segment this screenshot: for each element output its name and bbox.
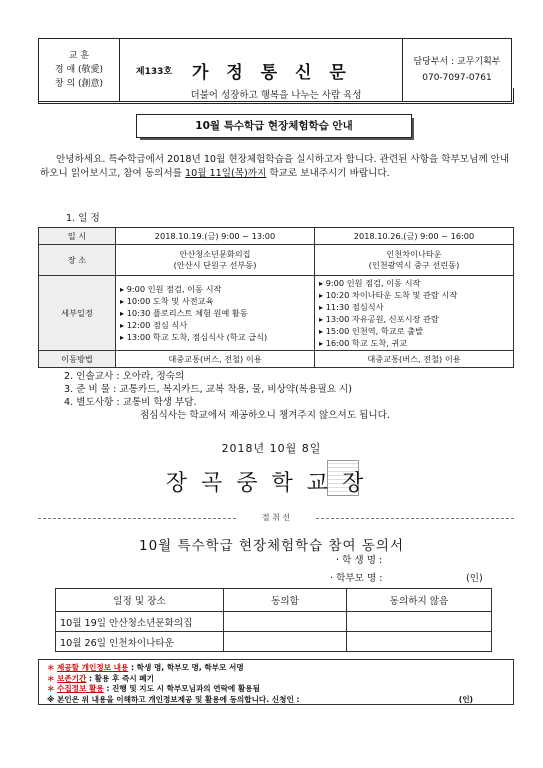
place-a	[116, 245, 315, 276]
intro-paragraph	[40, 153, 510, 181]
list-item: ▸ 16:00 학교 도착, 귀교	[319, 337, 509, 349]
student-name-label: · 학 생 명 :	[336, 555, 383, 566]
dashed-line	[38, 518, 236, 519]
col-header: 일정 및 장소	[56, 589, 224, 612]
info-items	[64, 370, 390, 422]
issue-date: 2018년 10월 8일	[221, 442, 322, 455]
place-b-name: 인천차이나타운	[386, 249, 442, 259]
list-item: ▸ 10:20 차이나타운 도착 및 관람 시작	[319, 289, 509, 301]
notice-title: 10월 특수학급 현장체험학습 안내	[136, 114, 412, 138]
list-item: ▸ 13:00 자유공원, 신포시장 관람	[319, 313, 509, 325]
table-row	[39, 276, 514, 351]
date-a: 2018.10.19.(금) 9:00 ~ 13:00	[116, 228, 315, 245]
intro-text-a: 안녕하세요. 특수학급에서 2018년 10월 현장체험학습을 실시하고자 합니다. 관련된 사항을 학부모님께 안내하오니 읽어보시고, 참여 동의서를	[40, 154, 510, 179]
row-label: 장 소	[39, 245, 116, 276]
newsletter-title: 가 정 통 신 문	[192, 62, 352, 83]
list-item: ▸ 9:00 인원 점검, 이동 시작	[120, 283, 310, 295]
privacy-line-1	[47, 663, 505, 674]
list-item: ▸ 15:00 인천역, 학교로 출발	[319, 325, 509, 337]
detail-a	[116, 276, 315, 351]
place-a-addr: (안산시 단원구 선부동)	[173, 260, 257, 270]
privacy-notice	[38, 659, 514, 705]
motto-title: 교 훈	[68, 51, 90, 61]
col-header: 동의함	[224, 589, 347, 612]
disagree-cell[interactable]	[347, 612, 492, 632]
privacy-line-3: ＊ 수집정보 활용 : 진행 및 지도 시 학부모님과의 연락에 활용됨	[47, 684, 260, 693]
applicant-seal-mark: (인)	[458, 694, 473, 704]
item-notes-2: 점심식사는 학교에서 제공하오니 챙겨주지 않으셔도 됩니다.	[140, 410, 390, 421]
privacy-val: : 학생 명, 학부모 명, 학부모 서명	[128, 663, 244, 672]
parent-name-label: · 학부모 명 :	[330, 573, 383, 584]
place-b	[315, 245, 514, 276]
agree-cell[interactable]	[224, 612, 347, 632]
table-header-row	[56, 589, 492, 612]
consent-table	[55, 588, 492, 652]
motto-1: 경 애 (敬愛)	[54, 65, 104, 75]
privacy-consent: ※ 본인은 위 내용을 이해하고 개인정보제공 및 활용에 동의합니다. 신청인 :	[47, 694, 300, 704]
schedule-table	[38, 227, 514, 368]
cut-label: 절 취 선	[261, 513, 291, 522]
privacy-key: 제공할 개인정보 내용	[57, 663, 129, 672]
parent-seal-mark: (인)	[466, 573, 483, 584]
list-item: ▸ 11:30 점심식사	[319, 301, 509, 313]
list-item: ▸ 10:00 도착 및 사전교육	[120, 295, 310, 307]
deadline: 10월 11일(목)까지	[185, 168, 267, 179]
table-row	[56, 632, 492, 652]
principal-name: 장곡중학교장	[165, 471, 378, 496]
transport-a: 대중교통(버스, 전철) 이용	[116, 351, 315, 368]
privacy-line-2: ＊ 보존기간 : 활용 후 즉시 폐기	[47, 673, 154, 683]
table-row	[56, 612, 492, 632]
list-item: ▸ 12:00 점심 식사	[120, 319, 310, 331]
privacy-key: 수집정보 활용	[57, 684, 104, 693]
date-b: 2018.10.26.(금) 9:00 ~ 16:00	[315, 228, 514, 245]
consent-item: 10월 19일 안산청소년문화의집	[56, 612, 224, 632]
cut-line	[38, 511, 514, 525]
agree-cell[interactable]	[224, 632, 347, 652]
privacy-val: : 활용 후 즉시 폐기	[86, 673, 154, 683]
dashed-line	[316, 518, 514, 519]
star-mark: ＊	[47, 663, 55, 672]
detail-b	[315, 276, 514, 351]
consent-title: 10월 특수학급 현장체험학습 참여 동의서	[139, 538, 404, 554]
disagree-cell[interactable]	[347, 632, 492, 652]
item-supplies: 3. 준 비 물 : 교통카드, 복지카드, 교복 착용, 물, 비상약(복용필요 시)	[64, 384, 353, 395]
list-item: ▸ 13:00 학교 도착, 점심식사 (학교 급식)	[120, 331, 310, 343]
table-row	[39, 228, 514, 245]
intro-text-c: 학교로 보내주시기 바랍니다.	[266, 168, 390, 179]
transport-b: 대중교통(버스, 전철) 이용	[315, 351, 514, 368]
department: 담당부서 : 교무기획부	[413, 57, 501, 67]
row-label: 일 시	[39, 228, 116, 245]
school-slogan: 더불어 성장하고 행복을 나누는 사람 육성	[38, 88, 514, 104]
list-item: ▸ 10:30 플로리스트 체험 원예 활동	[120, 307, 310, 319]
item-teachers: 2. 인솔교사 : 오아라, 정숙의	[64, 371, 185, 382]
privacy-val: : 진행 및 지도 시 학부모님과의 연락에 활용됨	[103, 684, 260, 693]
table-row	[39, 245, 514, 276]
place-a-name: 안산청소년문화의집	[179, 249, 251, 259]
privacy-key: 보존기간	[57, 673, 87, 683]
list-item: ▸ 9:00 인원 점검, 이동 시작	[319, 277, 509, 289]
motto-2: 창 의 (創意)	[54, 79, 104, 89]
table-row	[39, 351, 514, 368]
place-b-addr: (인천광역시 중구 선린동)	[368, 260, 460, 270]
phone-number: 070-7097-0761	[422, 73, 492, 83]
section-schedule-heading: 1. 일 정	[66, 213, 100, 224]
row-label: 이동방법	[39, 351, 116, 368]
item-notes: 4. 별도사항 : 교통비 학생 부담.	[64, 397, 197, 408]
row-label: 세부일정	[39, 276, 116, 351]
privacy-line-4	[47, 695, 505, 706]
col-header: 동의하지 않음	[347, 589, 492, 612]
consent-item: 10월 26일 인천차이나타운	[56, 632, 224, 652]
issue-number: 제133호	[135, 66, 173, 77]
